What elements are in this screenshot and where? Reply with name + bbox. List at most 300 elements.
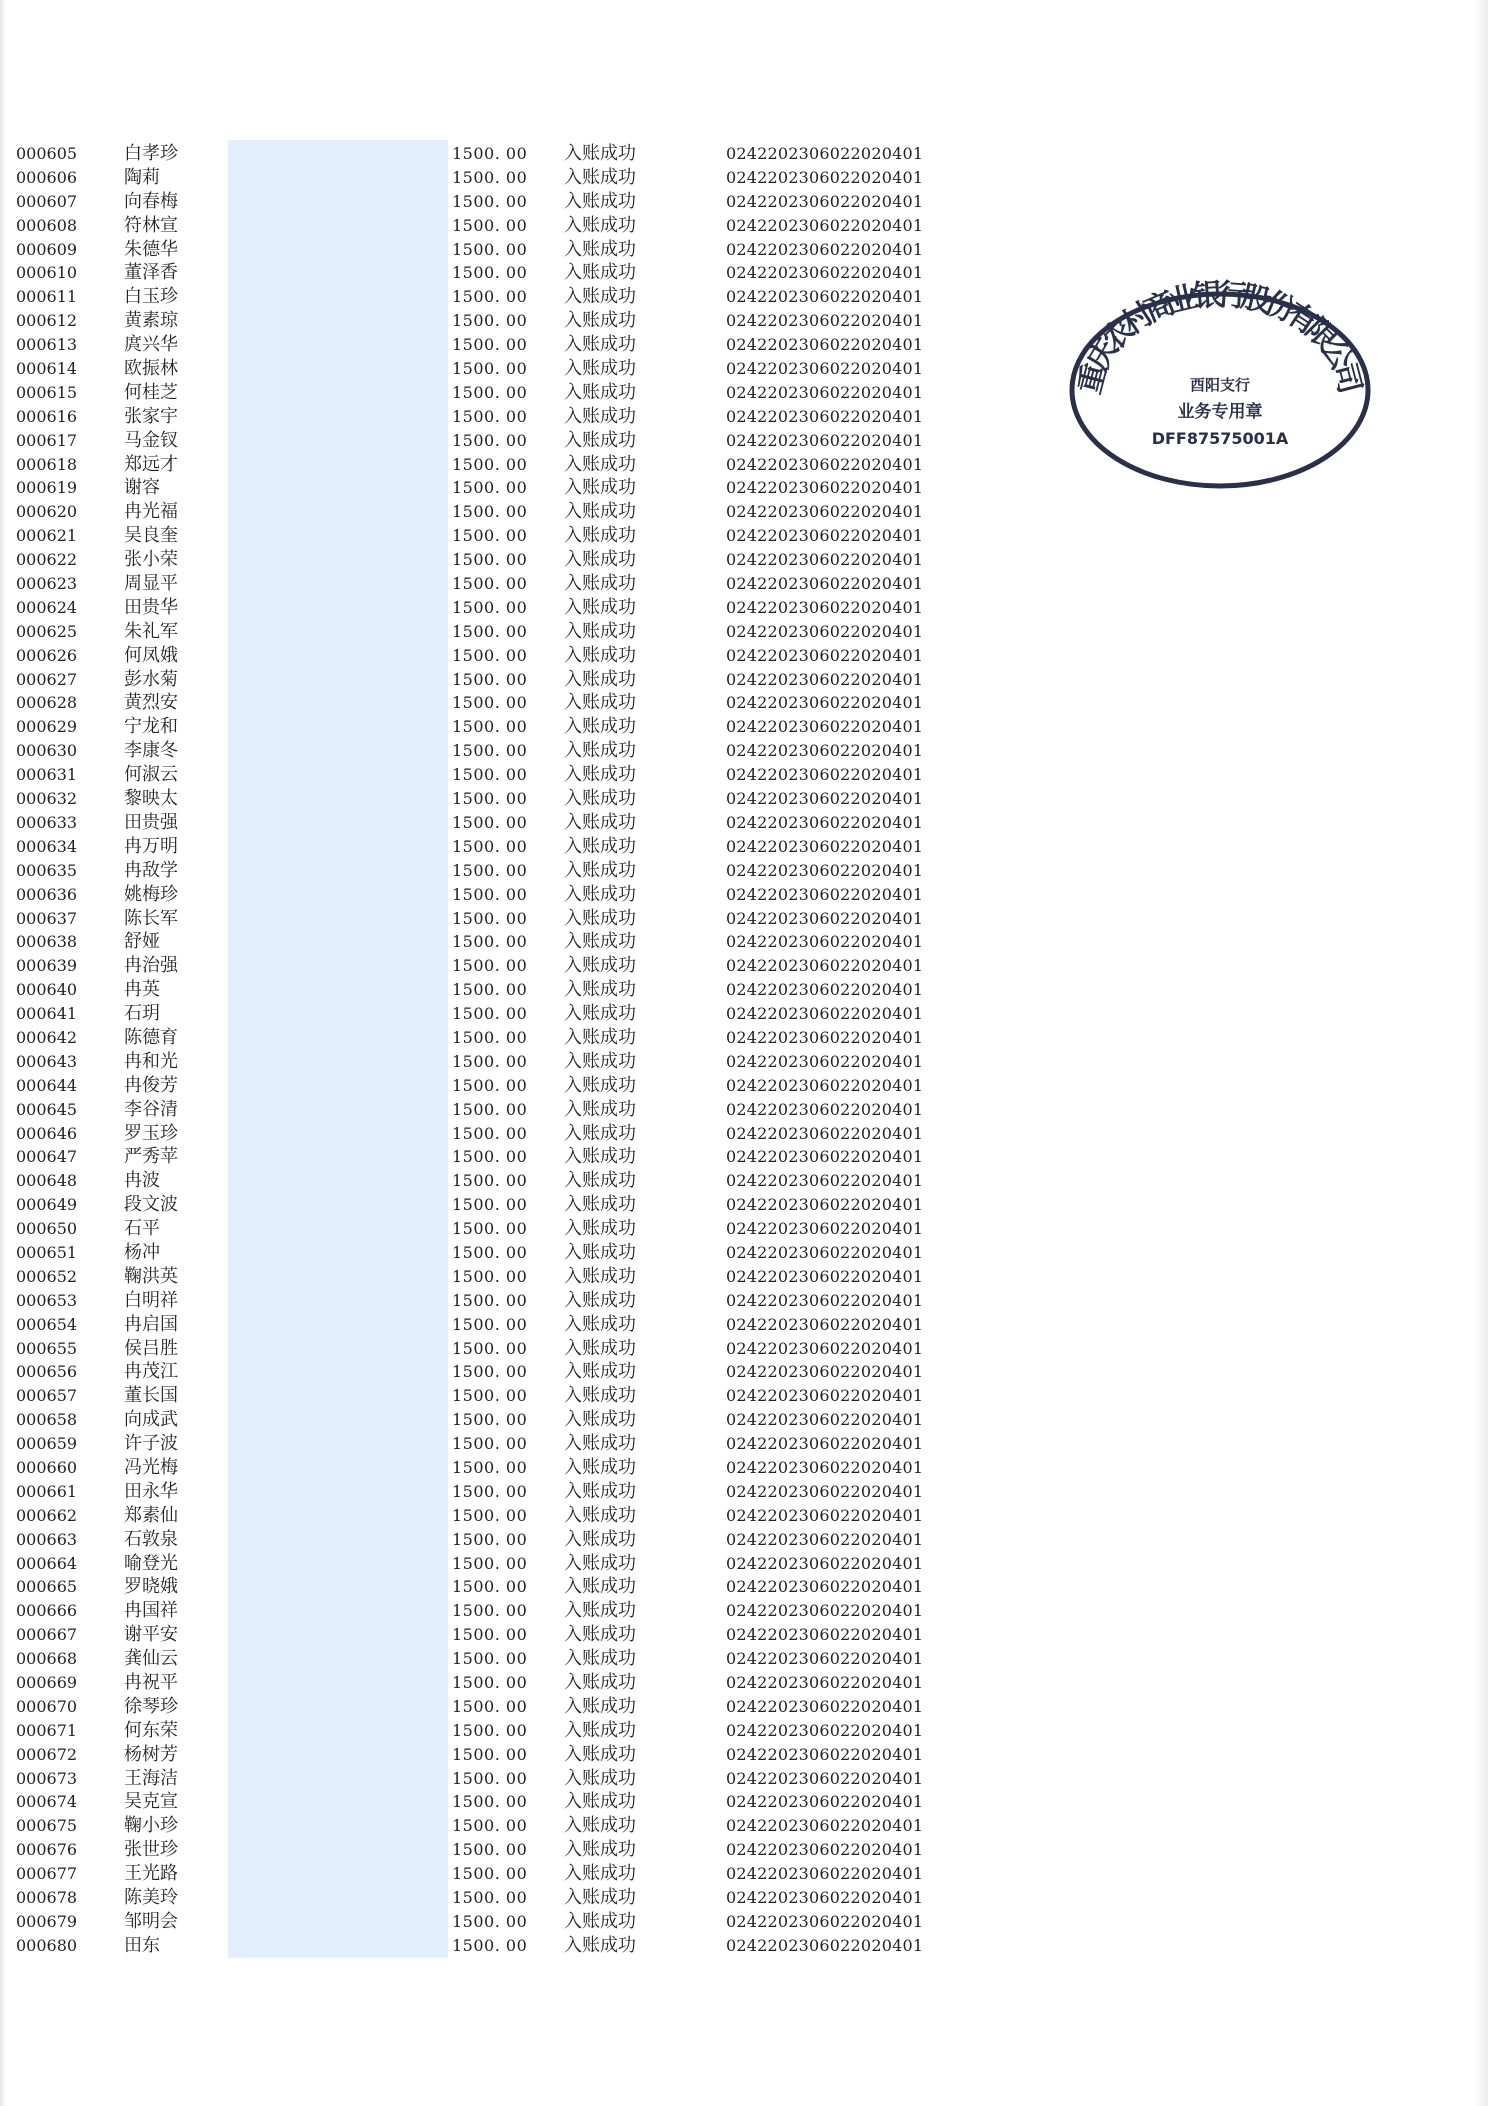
amount: 1500. 00 bbox=[452, 1266, 528, 1286]
seal-branch: 酉阳支行 bbox=[1189, 376, 1251, 394]
record-id: 000659 bbox=[16, 1434, 78, 1454]
status-text: 入账成功 bbox=[564, 1050, 636, 1072]
record-id: 000640 bbox=[16, 980, 78, 1000]
status-text: 入账成功 bbox=[564, 1241, 636, 1263]
amount: 1500. 00 bbox=[452, 1004, 528, 1024]
table-row bbox=[16, 1169, 976, 1193]
record-id: 000608 bbox=[16, 215, 78, 235]
payee-name: 冯光梅 bbox=[124, 1456, 178, 1478]
payee-name: 冉国祥 bbox=[124, 1600, 178, 1622]
transaction-ref: 0242202306022020401 bbox=[726, 1625, 924, 1645]
payee-name: 侯吕胜 bbox=[124, 1337, 178, 1359]
payee-name: 董长国 bbox=[124, 1385, 178, 1407]
status-text: 入账成功 bbox=[564, 1098, 636, 1120]
record-id: 000664 bbox=[16, 1553, 78, 1573]
table-row bbox=[16, 1145, 976, 1169]
table-row bbox=[16, 1838, 976, 1862]
amount: 1500. 00 bbox=[452, 1911, 528, 1931]
amount: 1500. 00 bbox=[452, 1242, 528, 1262]
seal-purpose: 业务专用章 bbox=[1177, 402, 1263, 422]
status-text: 入账成功 bbox=[564, 859, 636, 881]
table-row bbox=[16, 1098, 976, 1122]
transaction-ref: 0242202306022020401 bbox=[726, 1195, 924, 1215]
record-id: 000677 bbox=[16, 1864, 78, 1884]
table-row bbox=[16, 1456, 976, 1480]
transaction-ref: 0242202306022020401 bbox=[726, 215, 924, 235]
seal-arc-text: 重庆农村商业银行股份有限公司 bbox=[1072, 277, 1368, 398]
amount: 1500. 00 bbox=[452, 1720, 528, 1740]
status-text: 入账成功 bbox=[564, 358, 636, 380]
record-id: 000656 bbox=[16, 1362, 78, 1382]
transaction-ref: 0242202306022020401 bbox=[726, 1362, 924, 1382]
payee-name: 龚仙云 bbox=[124, 1648, 178, 1670]
record-id: 000657 bbox=[16, 1386, 78, 1406]
transaction-ref: 0242202306022020401 bbox=[726, 932, 924, 952]
amount: 1500. 00 bbox=[452, 478, 528, 498]
record-id: 000663 bbox=[16, 1529, 78, 1549]
status-text: 入账成功 bbox=[564, 1504, 636, 1526]
status-text: 入账成功 bbox=[564, 788, 636, 810]
transaction-ref: 0242202306022020401 bbox=[726, 406, 924, 426]
amount: 1500. 00 bbox=[452, 382, 528, 402]
status-text: 入账成功 bbox=[564, 979, 636, 1001]
payee-name: 吴良奎 bbox=[124, 525, 178, 547]
payee-name: 冉敌学 bbox=[124, 859, 178, 881]
payee-name: 石敦泉 bbox=[124, 1528, 178, 1550]
payee-name: 白孝珍 bbox=[124, 143, 178, 164]
record-id: 000642 bbox=[16, 1027, 78, 1047]
record-id: 000639 bbox=[16, 956, 78, 976]
amount: 1500. 00 bbox=[452, 1434, 528, 1454]
transaction-ref: 0242202306022020401 bbox=[726, 1410, 924, 1430]
status-text: 入账成功 bbox=[564, 381, 636, 403]
table-row bbox=[16, 238, 976, 262]
record-id: 000622 bbox=[16, 550, 78, 570]
amount: 1500. 00 bbox=[452, 430, 528, 450]
transaction-ref: 0242202306022020401 bbox=[726, 382, 924, 402]
table-row bbox=[16, 1026, 976, 1050]
amount: 1500. 00 bbox=[452, 597, 528, 617]
record-id: 000635 bbox=[16, 860, 78, 880]
record-id: 000648 bbox=[16, 1171, 78, 1191]
transaction-ref: 0242202306022020401 bbox=[726, 239, 924, 259]
transaction-ref: 0242202306022020401 bbox=[726, 1649, 924, 1669]
payee-name: 冉光福 bbox=[124, 501, 178, 523]
transaction-ref: 0242202306022020401 bbox=[726, 1099, 924, 1119]
status-text: 入账成功 bbox=[564, 214, 636, 236]
amount: 1500. 00 bbox=[452, 1338, 528, 1358]
record-id: 000615 bbox=[16, 382, 78, 402]
table-row bbox=[16, 668, 976, 692]
payee-name: 朱德华 bbox=[124, 238, 178, 260]
status-text: 入账成功 bbox=[564, 716, 636, 738]
record-id: 000645 bbox=[16, 1099, 78, 1119]
record-id: 000636 bbox=[16, 884, 78, 904]
amount: 1500. 00 bbox=[452, 1888, 528, 1908]
status-text: 入账成功 bbox=[564, 1146, 636, 1168]
bank-seal-stamp bbox=[1060, 270, 1380, 490]
status-text: 入账成功 bbox=[564, 1194, 636, 1216]
table-row bbox=[16, 453, 976, 477]
payee-name: 王光路 bbox=[124, 1863, 178, 1885]
payee-name: 符林宣 bbox=[124, 214, 178, 236]
transaction-ref: 0242202306022020401 bbox=[726, 1004, 924, 1024]
status-text: 入账成功 bbox=[564, 1600, 636, 1622]
transaction-ref: 0242202306022020401 bbox=[726, 1051, 924, 1071]
table-row bbox=[16, 1217, 976, 1241]
status-text: 入账成功 bbox=[564, 1361, 636, 1383]
payee-name: 张家宇 bbox=[124, 405, 178, 427]
table-row bbox=[16, 1384, 976, 1408]
payee-name: 黎映太 bbox=[124, 788, 178, 810]
amount: 1500. 00 bbox=[452, 1649, 528, 1669]
transaction-ref: 0242202306022020401 bbox=[726, 717, 924, 737]
status-text: 入账成功 bbox=[564, 525, 636, 547]
payee-name: 白明祥 bbox=[124, 1289, 178, 1311]
table-row bbox=[16, 1647, 976, 1671]
table-row bbox=[16, 1313, 976, 1337]
record-id: 000631 bbox=[16, 765, 78, 785]
amount: 1500. 00 bbox=[452, 1123, 528, 1143]
payee-name: 向春梅 bbox=[124, 190, 178, 212]
transaction-ref: 0242202306022020401 bbox=[726, 1601, 924, 1621]
amount: 1500. 00 bbox=[452, 1792, 528, 1812]
status-text: 入账成功 bbox=[564, 1026, 636, 1048]
amount: 1500. 00 bbox=[452, 263, 528, 283]
transaction-ref: 0242202306022020401 bbox=[726, 597, 924, 617]
amount: 1500. 00 bbox=[452, 884, 528, 904]
record-id: 000678 bbox=[16, 1888, 78, 1908]
transaction-ref: 0242202306022020401 bbox=[726, 812, 924, 832]
amount: 1500. 00 bbox=[452, 741, 528, 761]
transaction-ref: 0242202306022020401 bbox=[726, 1123, 924, 1143]
amount: 1500. 00 bbox=[452, 526, 528, 546]
amount: 1500. 00 bbox=[452, 908, 528, 928]
table-row bbox=[16, 1050, 976, 1074]
record-id: 000668 bbox=[16, 1649, 78, 1669]
table-row bbox=[16, 190, 976, 214]
transaction-ref: 0242202306022020401 bbox=[726, 454, 924, 474]
payee-name: 郑素仙 bbox=[124, 1504, 178, 1526]
status-text: 入账成功 bbox=[564, 596, 636, 618]
record-id: 000655 bbox=[16, 1338, 78, 1358]
record-id: 000647 bbox=[16, 1147, 78, 1167]
payee-name: 李谷清 bbox=[124, 1098, 178, 1120]
table-row bbox=[16, 1623, 976, 1647]
payee-name: 吴克宣 bbox=[124, 1791, 178, 1813]
table-row bbox=[16, 1599, 976, 1623]
amount: 1500. 00 bbox=[452, 1171, 528, 1191]
record-id: 000606 bbox=[16, 167, 78, 187]
transaction-ref: 0242202306022020401 bbox=[726, 1171, 924, 1191]
record-id: 000630 bbox=[16, 741, 78, 761]
status-text: 入账成功 bbox=[564, 1480, 636, 1502]
table-row bbox=[16, 333, 976, 357]
record-id: 000628 bbox=[16, 693, 78, 713]
table-row bbox=[16, 1002, 976, 1026]
transaction-ref: 0242202306022020401 bbox=[726, 1386, 924, 1406]
transaction-ref: 0242202306022020401 bbox=[726, 693, 924, 713]
transaction-ref: 0242202306022020401 bbox=[726, 1744, 924, 1764]
payee-name: 罗晓娥 bbox=[124, 1576, 178, 1598]
table-row bbox=[16, 1265, 976, 1289]
transaction-ref: 0242202306022020401 bbox=[726, 574, 924, 594]
payee-name: 朱礼军 bbox=[124, 620, 178, 642]
transaction-ref: 0242202306022020401 bbox=[726, 191, 924, 211]
transaction-ref: 0242202306022020401 bbox=[726, 645, 924, 665]
table-row bbox=[16, 166, 976, 190]
record-id: 000649 bbox=[16, 1195, 78, 1215]
table-row bbox=[16, 644, 976, 668]
status-text: 入账成功 bbox=[564, 429, 636, 451]
table-row bbox=[16, 1719, 976, 1743]
amount: 1500. 00 bbox=[452, 621, 528, 641]
table-row bbox=[16, 763, 976, 787]
transaction-ref: 0242202306022020401 bbox=[726, 1840, 924, 1860]
payee-name: 段文波 bbox=[124, 1194, 178, 1216]
status-text: 入账成功 bbox=[564, 1433, 636, 1455]
status-text: 入账成功 bbox=[564, 883, 636, 905]
amount: 1500. 00 bbox=[452, 1481, 528, 1501]
status-text: 入账成功 bbox=[564, 1910, 636, 1932]
payee-name: 杨冲 bbox=[124, 1241, 160, 1263]
table-row bbox=[16, 1552, 976, 1576]
status-text: 入账成功 bbox=[564, 1456, 636, 1478]
status-text: 入账成功 bbox=[564, 644, 636, 666]
payee-name: 彭水菊 bbox=[124, 668, 178, 690]
transaction-ref: 0242202306022020401 bbox=[726, 1792, 924, 1812]
record-id: 000625 bbox=[16, 621, 78, 641]
transaction-ref: 0242202306022020401 bbox=[726, 669, 924, 689]
table-row bbox=[16, 1886, 976, 1910]
amount: 1500. 00 bbox=[452, 1577, 528, 1597]
status-text: 入账成功 bbox=[564, 1528, 636, 1550]
amount: 1500. 00 bbox=[452, 311, 528, 331]
amount: 1500. 00 bbox=[452, 1768, 528, 1788]
table-row bbox=[16, 405, 976, 429]
amount: 1500. 00 bbox=[452, 980, 528, 1000]
record-id: 000619 bbox=[16, 478, 78, 498]
status-text: 入账成功 bbox=[564, 405, 636, 427]
transaction-ref: 0242202306022020401 bbox=[726, 1027, 924, 1047]
table-row bbox=[16, 715, 976, 739]
table-row bbox=[16, 1241, 976, 1265]
transaction-ref: 0242202306022020401 bbox=[726, 1314, 924, 1334]
record-id: 000623 bbox=[16, 574, 78, 594]
transaction-ref: 0242202306022020401 bbox=[726, 860, 924, 880]
table-row bbox=[16, 954, 976, 978]
record-id: 000607 bbox=[16, 191, 78, 211]
record-id: 000610 bbox=[16, 263, 78, 283]
table-row bbox=[16, 1790, 976, 1814]
payee-name: 田贵华 bbox=[124, 596, 178, 618]
amount: 1500. 00 bbox=[452, 860, 528, 880]
table-row bbox=[16, 261, 976, 285]
amount: 1500. 00 bbox=[452, 1673, 528, 1692]
payee-name: 田贵强 bbox=[124, 811, 178, 833]
transaction-ref: 0242202306022020401 bbox=[726, 1147, 924, 1167]
payee-name: 何凤娥 bbox=[124, 644, 178, 666]
payee-name: 徐琴珍 bbox=[124, 1695, 178, 1717]
payee-name: 鞠小珍 bbox=[124, 1815, 178, 1837]
record-id: 000646 bbox=[16, 1123, 78, 1143]
status-text: 入账成功 bbox=[564, 907, 636, 929]
amount: 1500. 00 bbox=[452, 836, 528, 856]
payee-name: 张世珍 bbox=[124, 1839, 178, 1861]
amount: 1500. 00 bbox=[452, 1935, 528, 1955]
record-id: 000667 bbox=[16, 1625, 78, 1645]
status-text: 入账成功 bbox=[564, 1552, 636, 1574]
table-row bbox=[16, 285, 976, 309]
payee-name: 罗玉珍 bbox=[124, 1122, 178, 1144]
record-id: 000671 bbox=[16, 1720, 78, 1740]
amount: 1500. 00 bbox=[452, 144, 528, 163]
transaction-ref: 0242202306022020401 bbox=[726, 359, 924, 379]
transaction-ref: 0242202306022020401 bbox=[726, 311, 924, 331]
record-id: 000676 bbox=[16, 1840, 78, 1860]
table-row bbox=[16, 1432, 976, 1456]
table-row bbox=[16, 883, 976, 907]
payee-name: 陈长军 bbox=[124, 907, 178, 929]
transaction-ref: 0242202306022020401 bbox=[726, 1075, 924, 1095]
record-id: 000654 bbox=[16, 1314, 78, 1334]
status-text: 入账成功 bbox=[564, 668, 636, 690]
amount: 1500. 00 bbox=[452, 1505, 528, 1525]
amount: 1500. 00 bbox=[452, 1147, 528, 1167]
status-text: 入账成功 bbox=[564, 501, 636, 523]
status-text: 入账成功 bbox=[564, 1624, 636, 1646]
status-text: 入账成功 bbox=[564, 477, 636, 499]
transaction-ref: 0242202306022020401 bbox=[726, 1888, 924, 1908]
payee-name: 周显平 bbox=[124, 573, 178, 595]
amount: 1500. 00 bbox=[452, 1290, 528, 1310]
status-text: 入账成功 bbox=[564, 549, 636, 571]
table-row bbox=[16, 142, 976, 166]
table-row bbox=[16, 309, 976, 333]
status-text: 入账成功 bbox=[564, 1122, 636, 1144]
amount: 1500. 00 bbox=[452, 669, 528, 689]
record-id: 000613 bbox=[16, 335, 78, 355]
record-id: 000650 bbox=[16, 1219, 78, 1239]
table-row bbox=[16, 907, 976, 931]
status-text: 入账成功 bbox=[564, 764, 636, 786]
transaction-ref: 0242202306022020401 bbox=[726, 263, 924, 283]
transaction-ref: 0242202306022020401 bbox=[726, 1816, 924, 1836]
amount: 1500. 00 bbox=[452, 1051, 528, 1071]
transaction-ref: 0242202306022020401 bbox=[726, 789, 924, 809]
record-id: 000675 bbox=[16, 1816, 78, 1836]
record-id: 000620 bbox=[16, 502, 78, 522]
payee-name: 马金钗 bbox=[124, 429, 178, 451]
payee-name: 谢容 bbox=[124, 477, 160, 499]
amount: 1500. 00 bbox=[452, 1075, 528, 1095]
transaction-ref: 0242202306022020401 bbox=[726, 621, 924, 641]
status-text: 入账成功 bbox=[564, 143, 636, 164]
payee-name: 陈德育 bbox=[124, 1026, 178, 1048]
payee-name: 许子波 bbox=[124, 1433, 178, 1455]
transaction-ref: 0242202306022020401 bbox=[726, 1505, 924, 1525]
payee-name: 冉启国 bbox=[124, 1313, 178, 1335]
status-text: 入账成功 bbox=[564, 1385, 636, 1407]
record-id: 000624 bbox=[16, 597, 78, 617]
amount: 1500. 00 bbox=[452, 645, 528, 665]
status-text: 入账成功 bbox=[564, 262, 636, 284]
table-row bbox=[16, 787, 976, 811]
table-row bbox=[16, 429, 976, 453]
amount: 1500. 00 bbox=[452, 1840, 528, 1860]
transaction-ref: 0242202306022020401 bbox=[726, 1696, 924, 1716]
transaction-ref: 0242202306022020401 bbox=[726, 884, 924, 904]
payee-name: 冉茂江 bbox=[124, 1361, 178, 1383]
record-id: 000634 bbox=[16, 836, 78, 856]
seal-code: DFF87575001A bbox=[1151, 429, 1289, 448]
status-text: 入账成功 bbox=[564, 1074, 636, 1096]
payee-name: 田东 bbox=[124, 1934, 160, 1956]
amount: 1500. 00 bbox=[452, 167, 528, 187]
transaction-ref: 0242202306022020401 bbox=[726, 908, 924, 928]
payee-name: 欧振林 bbox=[124, 358, 178, 380]
transaction-ref: 0242202306022020401 bbox=[726, 1457, 924, 1477]
payee-name: 邹明会 bbox=[124, 1910, 178, 1932]
status-text: 入账成功 bbox=[564, 1767, 636, 1789]
amount: 1500. 00 bbox=[452, 1744, 528, 1764]
amount: 1500. 00 bbox=[452, 765, 528, 785]
payee-name: 杨树芳 bbox=[124, 1743, 178, 1765]
amount: 1500. 00 bbox=[452, 502, 528, 522]
payment-list bbox=[16, 142, 976, 1958]
record-id: 000626 bbox=[16, 645, 78, 665]
record-id: 000617 bbox=[16, 430, 78, 450]
table-row bbox=[16, 1767, 976, 1791]
amount: 1500. 00 bbox=[452, 1410, 528, 1430]
table-row bbox=[16, 596, 976, 620]
record-id: 000616 bbox=[16, 406, 78, 426]
amount: 1500. 00 bbox=[452, 693, 528, 713]
payee-name: 冉俊芳 bbox=[124, 1074, 178, 1096]
status-text: 入账成功 bbox=[564, 1289, 636, 1311]
record-id: 000632 bbox=[16, 789, 78, 809]
table-row bbox=[16, 1480, 976, 1504]
table-row bbox=[16, 811, 976, 835]
amount: 1500. 00 bbox=[452, 1386, 528, 1406]
status-text: 入账成功 bbox=[564, 1815, 636, 1837]
record-id: 000651 bbox=[16, 1242, 78, 1262]
amount: 1500. 00 bbox=[452, 1099, 528, 1119]
amount: 1500. 00 bbox=[452, 287, 528, 307]
table-row bbox=[16, 978, 976, 1002]
amount: 1500. 00 bbox=[452, 1625, 528, 1645]
status-text: 入账成功 bbox=[564, 166, 636, 188]
table-row bbox=[16, 930, 976, 954]
transaction-ref: 0242202306022020401 bbox=[726, 1434, 924, 1454]
record-id: 000680 bbox=[16, 1935, 78, 1955]
record-id: 000609 bbox=[16, 239, 78, 259]
status-text: 入账成功 bbox=[564, 1887, 636, 1909]
transaction-ref: 0242202306022020401 bbox=[726, 1577, 924, 1597]
table-row bbox=[16, 357, 976, 381]
record-id: 000679 bbox=[16, 1911, 78, 1931]
status-text: 入账成功 bbox=[564, 620, 636, 642]
amount: 1500. 00 bbox=[452, 1601, 528, 1621]
record-id: 000652 bbox=[16, 1266, 78, 1286]
amount: 1500. 00 bbox=[452, 812, 528, 832]
table-row bbox=[16, 835, 976, 859]
table-row bbox=[16, 214, 976, 238]
payee-name: 董泽香 bbox=[124, 262, 178, 284]
payee-name: 何淑云 bbox=[124, 764, 178, 786]
payee-name: 宁龙和 bbox=[124, 716, 178, 738]
status-text: 入账成功 bbox=[564, 1648, 636, 1670]
